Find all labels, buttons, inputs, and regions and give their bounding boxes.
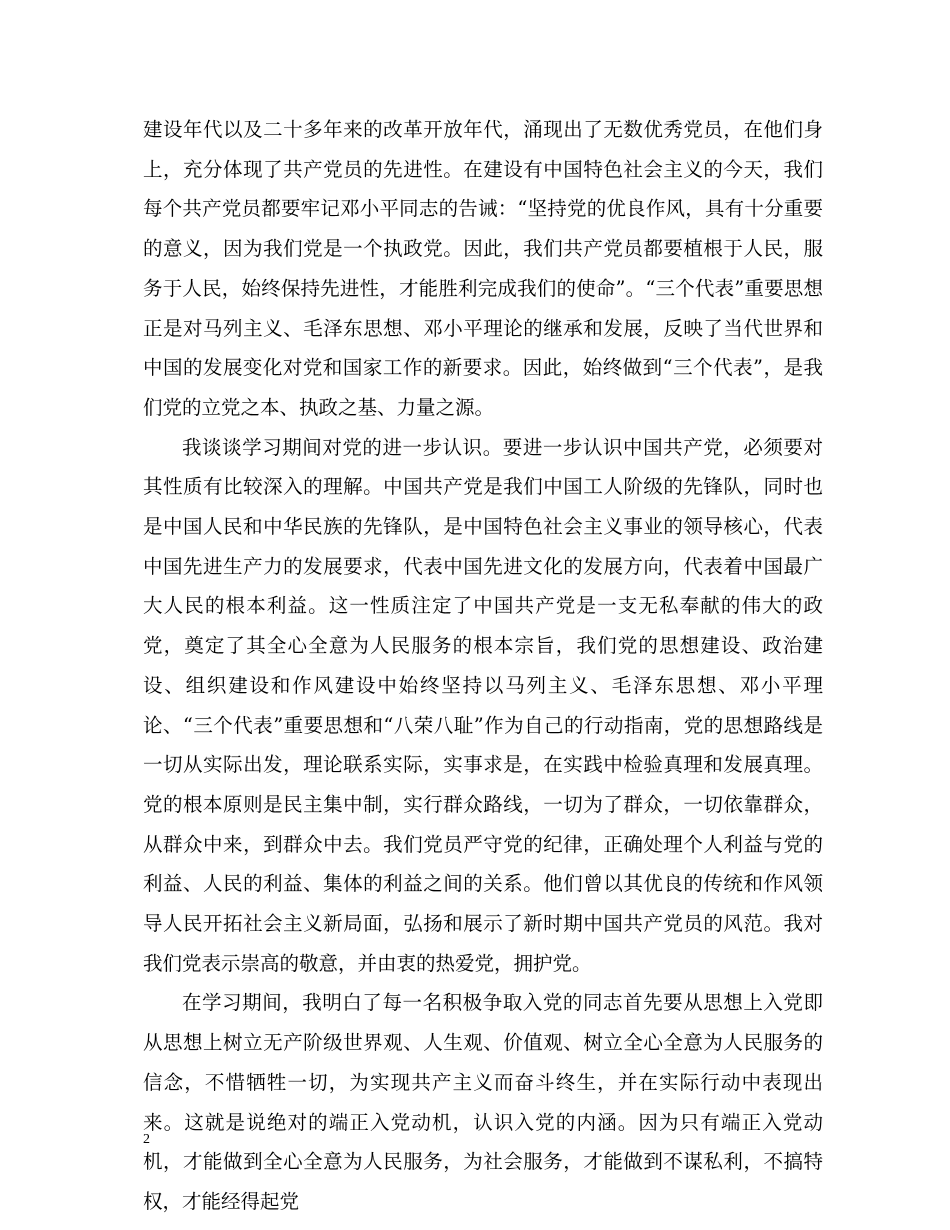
paragraph-continuation: 建设年代以及二十多年来的改革开放年代，涌现出了无数优秀党员，在他们身上，充分体现了共产党员的先进性。在建设有中国特色社会主义的今天，我们每个共产党员都要牢记邓小平同志的告诫：“坚持党的优良作风，具有十分重要的意义，因为我们党是一个执政党。因此，我们共产党员都要植根于人民，服务于人民，始终保持先进性，才能胜利完成我们的使命”。“三个代表”重要思想正是对马列主义、毛泽东思想、邓小平理论的继承和发展，反映了当代世界和中国的发展变化对党和国家工作的新要求。因此，始终做到“三个代表”，是我们党的立党之本、执政之基、力量之源。 (143, 118, 823, 419)
paragraph-study-period: 在学习期间，我明白了每一名积极争取入党的同志首先要从思想上入党即从思想上树立无产阶级世界观、人生观、价值观、树立全心全意为人民服务的信念，不惜牺牲一切，为实现共产主义而奋斗终生，并在实际行动中表现出来。这就是说绝对的端正入党动机，认识入党的内涵。因为只有端正入党动机，才能做到全心全意为人民服务，为社会服务，才能做到不谋私利，不搞特权，才能经得起党 (143, 991, 823, 1213)
paragraph-party-understanding: 我谈谈学习期间对党的进一步认识。要进一步认识中国共产党，必须要对其性质有比较深入的理解。中国共产党是我们中国工人阶级的先锋队，同时也是中国人民和中华民族的先锋队，是中国特色社会主义事业的领导核心，代表中国先进生产力的发展要求，代表中国先进文化的发展方向，代表着中国最广大人民的根本利益。这一性质注定了中国共产党是一支无私奉献的伟大的政党，奠定了其全心全意为人民服务的根本宗旨，我们党的思想建设、政治建设、组织建设和作风建设中始终坚持以马列主义、毛泽东思想、邓小平理论、“三个代表”重要思想和“八荣八耻”作为自己的行动指南，党的思想路线是一切从实际出发，理论联系实际，实事求是，在实践中检验真理和发展真理。党的根本原则是民主集中制，实行群众路线，一切为了群众，一切依靠群众，从群众中来，到群众中去。我们党员严守党的纪律，正确处理个人利益与党的利益、人民的利益、集体的利益之间的关系。他们曾以其优良的传统和作风领导人民开拓社会主义新局面，弘扬和展示了新时期中国共产党员的风范。我对我们党表示崇高的敬意，并由衷的热爱党，拥护党。 (143, 435, 823, 975)
page-number: 2 (143, 1132, 150, 1147)
document-body (143, 110, 823, 1222)
